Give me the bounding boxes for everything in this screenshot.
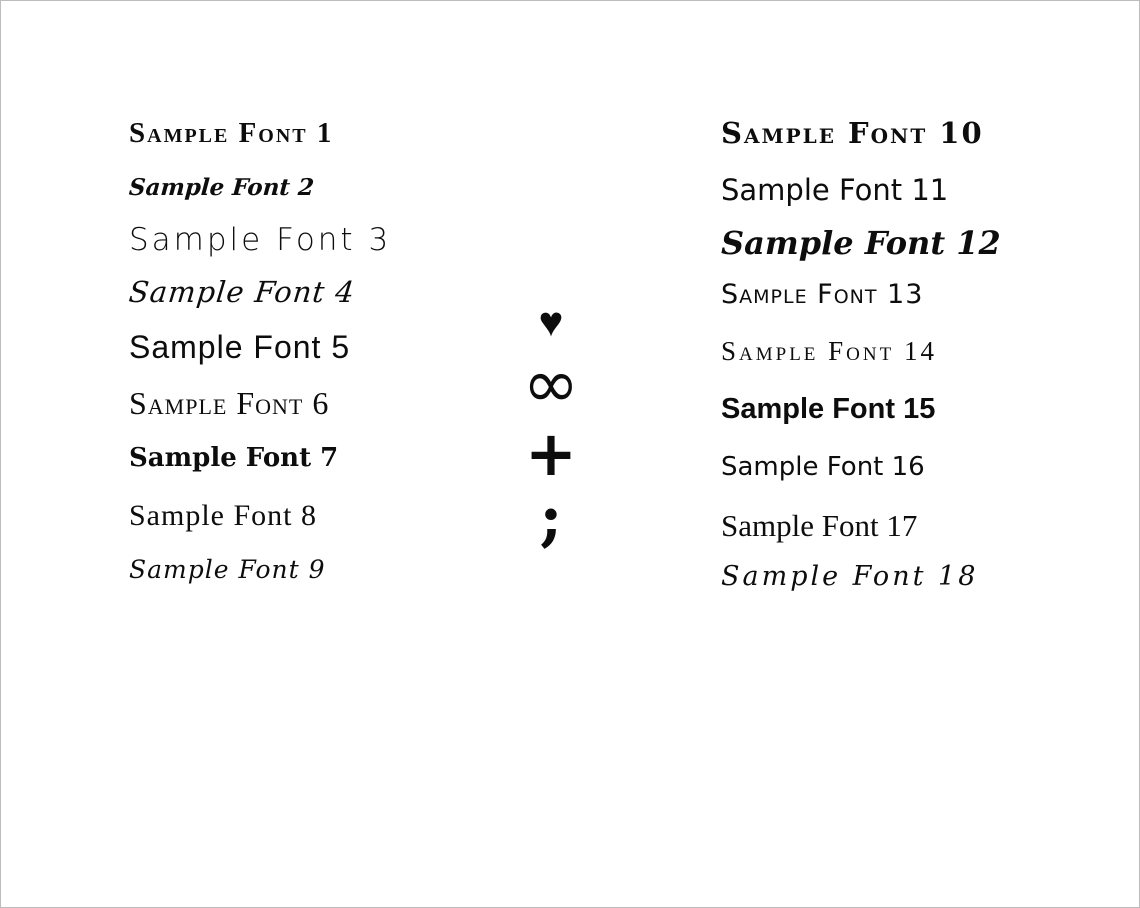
font-sample-2: Sample Font 2 (128, 174, 316, 201)
font-sample-5: Sample Font 5 (129, 329, 351, 365)
font-sample-17: Sample Font 17 (721, 508, 918, 543)
font-sample-6: Sample Font 6 (129, 385, 330, 421)
font-sample-3: Sample Font 3 (129, 222, 392, 258)
infinity-icon: ∞ (522, 345, 580, 424)
font-sample-18: Sample Font 18 (721, 561, 979, 592)
font-sample-4: Sample Font 4 (127, 275, 357, 309)
font-sample-16: Sample Font 16 (721, 452, 925, 482)
semicolon-icon: ; (539, 481, 563, 554)
right-sample-column (681, 1, 1140, 600)
font-sample-14: Sample Font 14 (721, 336, 937, 366)
font-sample-8: Sample Font 8 (129, 499, 318, 532)
font-sample-1: Sample Font 1 (129, 117, 334, 149)
plus-icon: + (525, 417, 577, 490)
left-sample-column (1, 1, 421, 592)
symbol-column (421, 1, 681, 554)
heart-icon: ♥ (538, 298, 564, 345)
font-sample-15: Sample Font 15 (721, 393, 936, 425)
font-sample-9: Sample Font 9 (129, 555, 326, 584)
font-sample-11: Sample Font 11 (721, 173, 949, 207)
font-sample-10: Sample Font 10 (721, 116, 984, 150)
font-sample-12: Sample Font 12 (721, 224, 1001, 262)
sample-columns (1, 1, 1140, 908)
font-sample-7: Sample Font 7 (129, 443, 339, 473)
font-sample-13: Sample Font 13 (721, 279, 924, 310)
